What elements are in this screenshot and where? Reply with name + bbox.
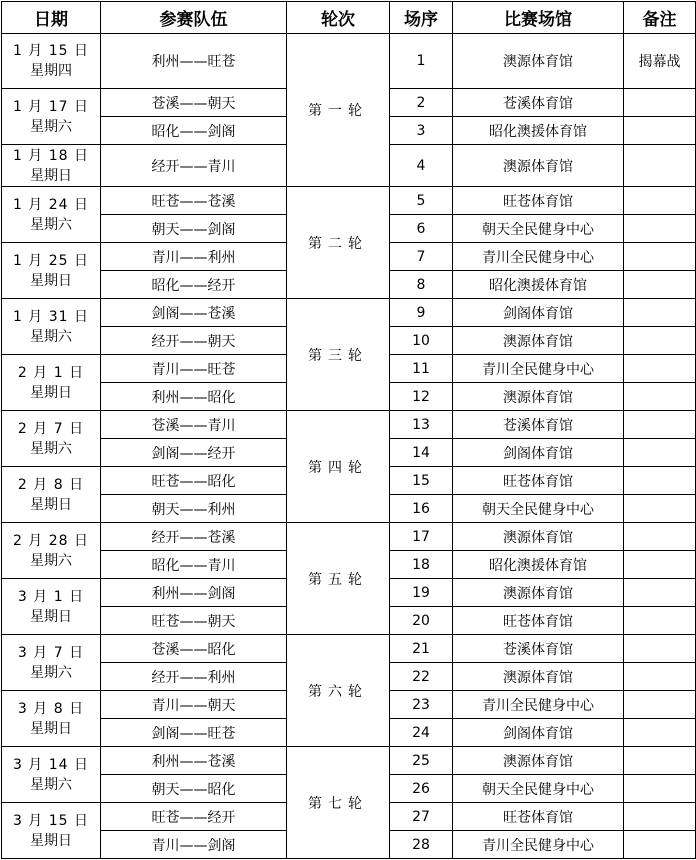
date-cell [2, 635, 101, 691]
table-row [2, 747, 696, 775]
seq-cell: 26 [390, 775, 453, 803]
venue-cell: 青川全民健身中心 [453, 831, 624, 859]
venue-cell: 澳源体育馆 [453, 747, 624, 775]
note-cell [624, 579, 696, 607]
header-date: 日期 [2, 2, 101, 34]
teams-cell: 利州——剑阁 [101, 579, 287, 607]
venue-cell: 旺苍体育馆 [453, 467, 624, 495]
seq-cell: 20 [390, 607, 453, 635]
round-cell: 第三轮 [287, 299, 390, 411]
round-cell: 第六轮 [287, 635, 390, 747]
venue-cell: 苍溪体育馆 [453, 89, 624, 117]
weekday-label: 星期日 [30, 832, 72, 849]
seq-cell: 28 [390, 831, 453, 859]
date-cell [2, 89, 101, 145]
note-cell [624, 803, 696, 831]
round-cell: 第五轮 [287, 523, 390, 635]
seq-cell: 27 [390, 803, 453, 831]
venue-cell: 苍溪体育馆 [453, 411, 624, 439]
teams-cell: 朝天——利州 [101, 495, 287, 523]
note-cell [624, 327, 696, 355]
note-cell [624, 775, 696, 803]
venue-cell: 澳源体育馆 [453, 34, 624, 89]
venue-cell: 青川全民健身中心 [453, 355, 624, 383]
teams-cell: 旺苍——昭化 [101, 467, 287, 495]
date-cell [2, 411, 101, 467]
venue-cell: 剑阁体育馆 [453, 719, 624, 747]
venue-cell: 青川全民健身中心 [453, 691, 624, 719]
weekday-label: 星期六 [30, 118, 72, 135]
teams-cell: 昭化——剑阁 [101, 117, 287, 145]
seq-cell: 2 [390, 89, 453, 117]
seq-cell: 8 [390, 271, 453, 299]
teams-cell: 苍溪——朝天 [101, 89, 287, 117]
venue-cell: 昭化澳援体育馆 [453, 551, 624, 579]
teams-cell: 朝天——昭化 [101, 775, 287, 803]
note-cell [624, 495, 696, 523]
date-cell [2, 803, 101, 859]
seq-cell: 24 [390, 719, 453, 747]
table-row [2, 299, 696, 327]
table-row [2, 635, 696, 663]
venue-cell: 朝天全民健身中心 [453, 495, 624, 523]
seq-cell: 21 [390, 635, 453, 663]
date-label: 2 月 28 日 [12, 532, 90, 549]
teams-cell: 昭化——经开 [101, 271, 287, 299]
teams-cell: 经开——利州 [101, 663, 287, 691]
teams-cell: 朝天——剑阁 [101, 215, 287, 243]
teams-cell: 旺苍——经开 [101, 803, 287, 831]
seq-cell: 22 [390, 663, 453, 691]
note-cell [624, 271, 696, 299]
note-cell [624, 299, 696, 327]
seq-cell: 3 [390, 117, 453, 145]
venue-cell: 澳源体育馆 [453, 523, 624, 551]
note-cell [624, 523, 696, 551]
venue-cell: 旺苍体育馆 [453, 803, 624, 831]
teams-cell: 利州——苍溪 [101, 747, 287, 775]
teams-cell: 经开——青川 [101, 145, 287, 187]
round-cell: 第二轮 [287, 187, 390, 299]
teams-cell: 旺苍——朝天 [101, 607, 287, 635]
venue-cell: 澳源体育馆 [453, 327, 624, 355]
date-cell [2, 187, 101, 243]
table-row [2, 187, 696, 215]
note-cell [624, 607, 696, 635]
round-cell: 第一轮 [287, 34, 390, 187]
venue-cell: 朝天全民健身中心 [453, 775, 624, 803]
venue-cell: 澳源体育馆 [453, 145, 624, 187]
seq-cell: 18 [390, 551, 453, 579]
note-cell [624, 89, 696, 117]
note-cell [624, 747, 696, 775]
teams-cell: 旺苍——苍溪 [101, 187, 287, 215]
note-cell [624, 117, 696, 145]
teams-cell: 利州——昭化 [101, 383, 287, 411]
note-cell [624, 411, 696, 439]
date-label: 3 月 7 日 [17, 644, 85, 661]
venue-cell: 旺苍体育馆 [453, 187, 624, 215]
weekday-label: 星期日 [30, 720, 72, 737]
note-cell [624, 635, 696, 663]
seq-cell: 11 [390, 355, 453, 383]
note-cell [624, 383, 696, 411]
date-label: 1 月 18 日 [12, 147, 90, 164]
teams-cell: 青川——旺苍 [101, 355, 287, 383]
weekday-label: 星期六 [30, 776, 72, 793]
seq-cell: 7 [390, 243, 453, 271]
date-cell [2, 145, 101, 187]
venue-cell: 剑阁体育馆 [453, 299, 624, 327]
teams-cell: 利州——旺苍 [101, 34, 287, 89]
table-row [2, 523, 696, 551]
date-cell [2, 34, 101, 89]
header-round: 轮次 [287, 2, 390, 34]
weekday-label: 星期六 [30, 440, 72, 457]
seq-cell: 17 [390, 523, 453, 551]
venue-cell: 旺苍体育馆 [453, 607, 624, 635]
weekday-label: 星期六 [30, 328, 72, 345]
date-label: 1 月 31 日 [12, 308, 90, 325]
note-cell [624, 663, 696, 691]
note-cell [624, 243, 696, 271]
date-label: 3 月 8 日 [17, 700, 85, 717]
teams-cell: 经开——朝天 [101, 327, 287, 355]
weekday-label: 星期日 [30, 384, 72, 401]
date-label: 2 月 8 日 [17, 476, 85, 493]
note-cell [624, 691, 696, 719]
note-cell: 揭幕战 [624, 34, 696, 89]
weekday-label: 星期日 [30, 608, 72, 625]
date-label: 3 月 1 日 [17, 588, 85, 605]
seq-cell: 23 [390, 691, 453, 719]
date-cell [2, 355, 101, 411]
teams-cell: 剑阁——旺苍 [101, 719, 287, 747]
date-label: 1 月 15 日 [12, 43, 90, 59]
date-cell [2, 579, 101, 635]
teams-cell: 青川——利州 [101, 243, 287, 271]
date-label: 3 月 14 日 [12, 756, 90, 773]
venue-cell: 青川全民健身中心 [453, 243, 624, 271]
venue-cell: 苍溪体育馆 [453, 635, 624, 663]
weekday-label: 星期四 [30, 63, 72, 79]
weekday-label: 星期日 [30, 167, 72, 184]
seq-cell: 14 [390, 439, 453, 467]
weekday-label: 星期日 [30, 272, 72, 289]
teams-cell: 剑阁——苍溪 [101, 299, 287, 327]
teams-cell: 青川——朝天 [101, 691, 287, 719]
seq-cell: 6 [390, 215, 453, 243]
seq-cell: 9 [390, 299, 453, 327]
table-row [2, 34, 696, 89]
date-cell [2, 467, 101, 523]
seq-cell: 15 [390, 467, 453, 495]
teams-cell: 苍溪——青川 [101, 411, 287, 439]
weekday-label: 星期六 [30, 216, 72, 233]
note-cell [624, 831, 696, 859]
venue-cell: 澳源体育馆 [453, 663, 624, 691]
seq-cell: 12 [390, 383, 453, 411]
header-note: 备注 [624, 2, 696, 34]
note-cell [624, 145, 696, 187]
seq-cell: 10 [390, 327, 453, 355]
note-cell [624, 215, 696, 243]
weekday-label: 星期六 [30, 552, 72, 569]
seq-cell: 5 [390, 187, 453, 215]
note-cell [624, 719, 696, 747]
table-row [2, 411, 696, 439]
teams-cell: 青川——剑阁 [101, 831, 287, 859]
match-schedule-table [1, 1, 696, 859]
date-label: 3 月 15 日 [12, 812, 90, 829]
note-cell [624, 187, 696, 215]
date-label: 1 月 25 日 [12, 252, 90, 269]
date-cell [2, 747, 101, 803]
date-label: 1 月 24 日 [12, 196, 90, 213]
venue-cell: 昭化澳援体育馆 [453, 271, 624, 299]
round-cell: 第四轮 [287, 411, 390, 523]
header-row [2, 2, 696, 34]
venue-cell: 剑阁体育馆 [453, 439, 624, 467]
note-cell [624, 467, 696, 495]
venue-cell: 朝天全民健身中心 [453, 215, 624, 243]
date-cell [2, 523, 101, 579]
date-cell [2, 299, 101, 355]
note-cell [624, 355, 696, 383]
schedule-body [2, 34, 696, 859]
weekday-label: 星期日 [30, 496, 72, 513]
date-cell [2, 243, 101, 299]
weekday-label: 星期六 [30, 664, 72, 681]
seq-cell: 13 [390, 411, 453, 439]
seq-cell: 4 [390, 145, 453, 187]
seq-cell: 25 [390, 747, 453, 775]
header-seq: 场序 [390, 2, 453, 34]
seq-cell: 1 [390, 34, 453, 89]
teams-cell: 经开——苍溪 [101, 523, 287, 551]
teams-cell: 剑阁——经开 [101, 439, 287, 467]
venue-cell: 澳源体育馆 [453, 579, 624, 607]
venue-cell: 昭化澳援体育馆 [453, 117, 624, 145]
seq-cell: 19 [390, 579, 453, 607]
date-cell [2, 691, 101, 747]
date-label: 2 月 1 日 [17, 364, 85, 381]
round-cell: 第七轮 [287, 747, 390, 859]
venue-cell: 澳源体育馆 [453, 383, 624, 411]
teams-cell: 昭化——青川 [101, 551, 287, 579]
note-cell [624, 439, 696, 467]
header-venue: 比赛场馆 [453, 2, 624, 34]
teams-cell: 苍溪——昭化 [101, 635, 287, 663]
date-label: 2 月 7 日 [17, 420, 85, 437]
seq-cell: 16 [390, 495, 453, 523]
note-cell [624, 551, 696, 579]
date-label: 1 月 17 日 [12, 98, 90, 115]
header-teams: 参赛队伍 [101, 2, 287, 34]
